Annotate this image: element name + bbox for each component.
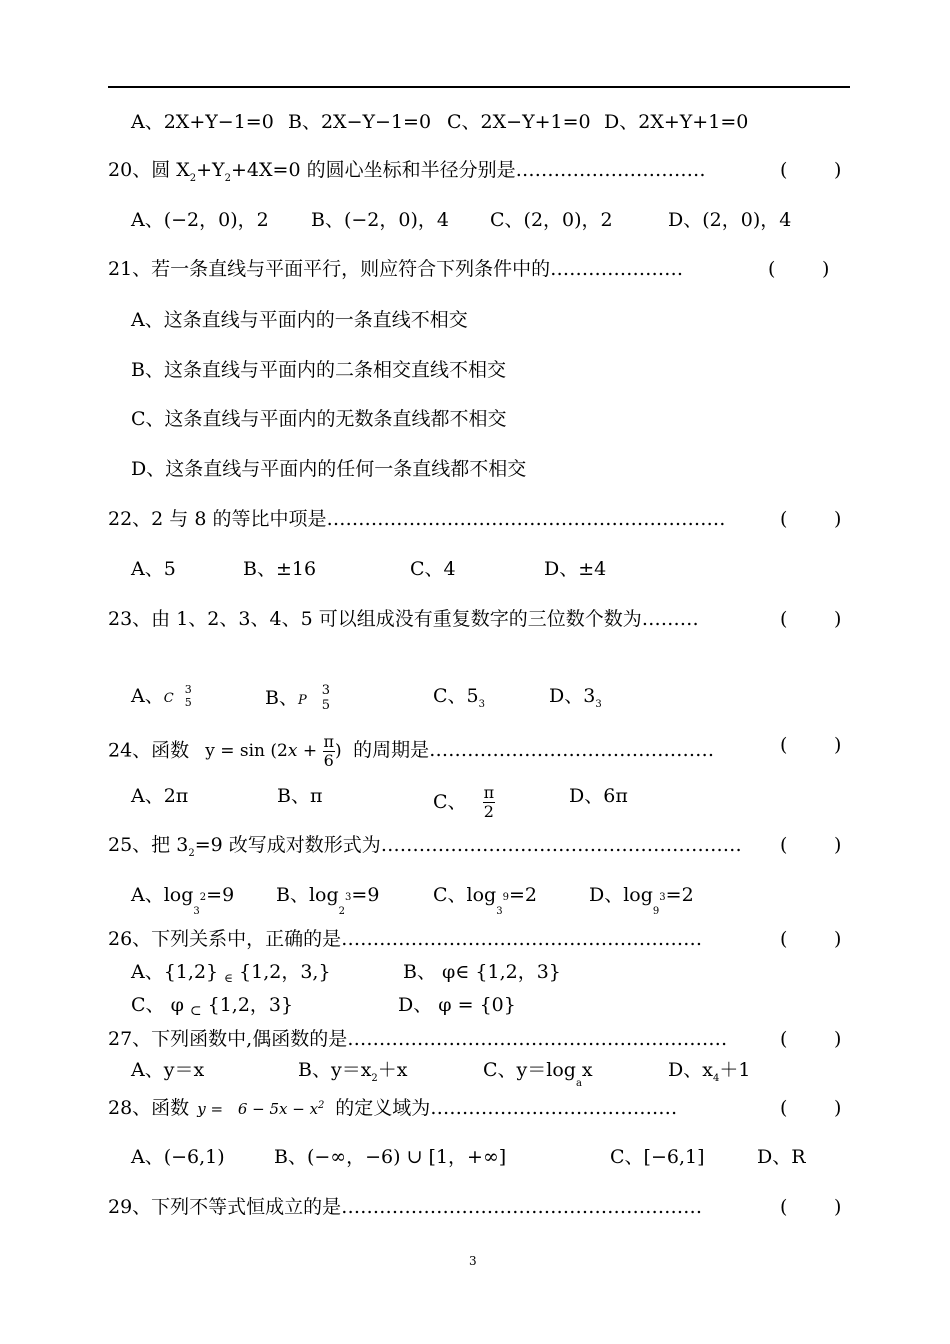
q27-answer-blank: ( ): [780, 1028, 842, 1050]
q20-option-d: D、(2，0)，4: [668, 209, 792, 231]
q23-answer-blank: ( ): [780, 608, 842, 630]
q22-option-b: B、±16: [243, 558, 317, 580]
q19-option-d: D、2X+Y+1=0: [604, 111, 749, 133]
q25-answer-blank: ( ): [780, 834, 842, 856]
page-number: 3: [469, 1254, 477, 1268]
q21-stem: 21、若一条直线与平面平行，则应符合下列条件中的…………………: [108, 258, 684, 280]
q21-option-d: D、这条直线与平面内的任何一条直线都不相交: [131, 458, 527, 480]
q25-option-c: C、$\log_{39}=2$: [433, 884, 537, 917]
q28-option-b: B、(−∞，−6) ∪ [1，+∞]: [274, 1146, 507, 1168]
q24-answer-blank: ( ): [780, 734, 842, 756]
q23-option-b: B、P 3 5: [265, 683, 331, 713]
q24-function: y = sin (2x + $\frac{\pi}{6}$ ): [205, 732, 342, 771]
q24-option-b: B、π: [277, 785, 323, 807]
q27-option-a: A、y＝x: [131, 1059, 205, 1081]
q27-option-b: B、$y=x_2+x$: [298, 1059, 408, 1084]
q21-option-c: C、这条直线与平面内的无数条直线都不相交: [131, 408, 507, 430]
q21-option-b: B、这条直线与平面内的二条相交直线不相交: [131, 359, 506, 381]
q25-option-d: D、$\log_{93}=2$: [589, 884, 694, 917]
q27-option-d: D、$x_4+1$: [668, 1059, 751, 1084]
q28-option-a: A、(−6,1): [131, 1146, 225, 1168]
q24-option-a: A、2π: [131, 785, 189, 807]
q22-answer-blank: ( ): [780, 508, 842, 530]
q23-option-d: D、$3_3$: [549, 685, 602, 710]
q25-stem: 25、把 $3_2=9$ 改写成对数形式为…………………………………………………: [108, 834, 742, 859]
q22-option-d: D、±4: [544, 558, 607, 580]
q26-option-d: D、 φ = {0}: [398, 994, 516, 1016]
q25-option-a: A、$\log_{32}=9$: [131, 884, 235, 917]
q19-option-a: A、2X+Y−1=0: [131, 111, 274, 133]
q20-option-a: A、(−2，0)，2: [131, 209, 269, 231]
q23-option-c: C、$5_3$: [433, 685, 486, 710]
q23-stem: 23、由 1、2、3、4、5 可以组成没有重复数字的三位数个数为………: [108, 608, 699, 630]
q26-stem: 26、下列关系中，正确的是…………………………………………………: [108, 928, 703, 950]
q20-answer-blank: ( ): [780, 159, 842, 181]
header-rule: [108, 86, 850, 88]
q21-answer-blank: ( ): [768, 258, 830, 280]
q27-stem: 27、下列函数中,偶函数的是……………………………………………………: [108, 1028, 728, 1050]
q27-option-c: C、$y=\log_ax$: [483, 1059, 593, 1089]
q26-option-c: C、 φ $_\subset$ {1,2，3}: [131, 994, 294, 1019]
q28-option-d: D、R: [757, 1146, 806, 1168]
q29-answer-blank: ( ): [780, 1196, 842, 1218]
q25-option-b: B、$\log_{23}=9$: [276, 884, 380, 917]
q24-stem: 24、函数 y = sin (2x + $\frac{\pi}{6}$ ) 的周期是………………………………………: [108, 732, 715, 771]
q19-option-c: C、2X−Y+1=0: [447, 111, 591, 133]
q28-stem: 28、函数 $y = 6 - 5x - x^2$ 的定义域为…………………………………: [108, 1097, 678, 1119]
q26-option-b: B、 φ∈ {1,2，3}: [403, 961, 561, 983]
q28-option-c: C、[−6,1]: [610, 1146, 705, 1168]
q24-option-c: C、 $\frac{\pi}{2}$: [433, 783, 495, 822]
q23-option-a: A、C 3 5: [131, 683, 192, 709]
q19-option-b: B、2X−Y−1=0: [288, 111, 432, 133]
q21-option-a: A、这条直线与平面内的一条直线不相交: [131, 309, 468, 331]
q22-option-c: C、4: [410, 558, 456, 580]
q20-option-c: C、(2，0)，2: [490, 209, 613, 231]
q20-option-b: B、(−2，0)，4: [311, 209, 449, 231]
q24-option-d: D、6π: [569, 785, 628, 807]
q28-function: $y = 6 - 5x - x^2$: [197, 1100, 325, 1118]
q26-answer-blank: ( ): [780, 928, 842, 950]
q22-stem: 22、2 与 8 的等比中项是………………………………………………………: [108, 508, 726, 530]
q22-option-a: A、5: [131, 558, 176, 580]
q26-option-a: A、{1,2} $_\in$ {1,2，3,}: [131, 961, 331, 985]
q20-stem: 20、圆 $X_2+Y_2+4X=0$ 的圆心坐标和半径分别是…………………………: [108, 159, 706, 184]
q29-stem: 29、下列不等式恒成立的是…………………………………………………: [108, 1196, 703, 1218]
q28-answer-blank: ( ): [780, 1097, 842, 1119]
